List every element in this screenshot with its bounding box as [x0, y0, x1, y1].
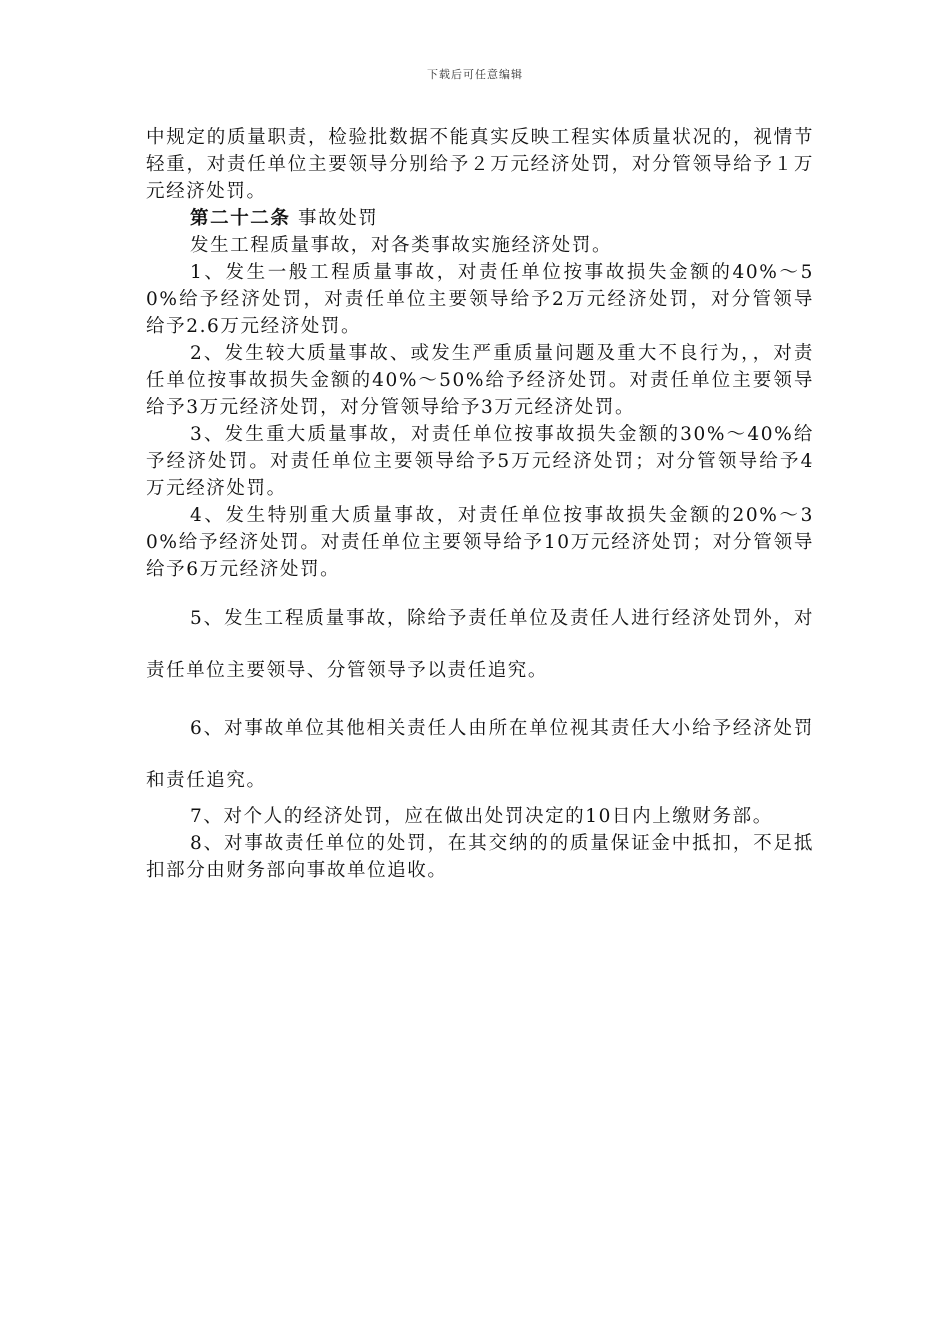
article-heading	[146, 205, 814, 232]
page-header: 下载后可任意编辑	[427, 68, 523, 81]
paragraph-item-3: 3、发生重大质量事故，对责任单位按事故损失金额的30%～40%给予经济处罚。对责任单位主要领导给予5万元经济处罚；对分管领导给予4万元经济处罚。	[146, 424, 814, 499]
article-subject: 事故处罚	[290, 208, 379, 229]
article-number: 第二十二条	[190, 208, 291, 229]
paragraph-item-8: 8、对事故责任单位的处罚，在其交纳的的质量保证金中抵扣，不足抵扣部分由财务部向事故单位追收。	[146, 833, 814, 881]
document-body	[146, 124, 814, 884]
paragraph-item-5: 5、发生工程质量事故，除给予责任单位及责任人进行经济处罚外，对责任单位主要领导、分管领导予以责任追究。	[146, 608, 814, 681]
paragraph-item-2: 2、发生较大质量事故、或发生严重质量问题及重大不良行为，，对责任单位按事故损失金额的40%～50%给予经济处罚。对责任单位主要领导给予3万元经济处罚，对分管领导给予3万元经济处罚。	[146, 343, 814, 418]
paragraph-continuation: 中规定的质量职责，检验批数据不能真实反映工程实体质量状况的，视情节轻重，对责任单位主要领导分别给予２万元经济处罚，对分管领导给予１万元经济处罚。	[146, 127, 814, 202]
paragraph-item-7: 7、对个人的经济处罚，应在做出处罚决定的10日内上缴财务部。	[190, 806, 773, 827]
paragraph-item-1: 1、发生一般工程质量事故，对责任单位按事故损失金额的40%～50%给予经济处罚，对责任单位主要领导给予2万元经济处罚，对分管领导给予2.6万元经济处罚。	[146, 262, 814, 337]
paragraph-item-6: 6、对事故单位其他相关责任人由所在单位视其责任大小给予经济处罚和责任追究。	[146, 718, 814, 791]
paragraph-intro: 发生工程质量事故，对各类事故实施经济处罚。	[190, 235, 613, 256]
paragraph-item-4: 4、发生特别重大质量事故，对责任单位按事故损失金额的20%～30%给予经济处罚。对责任单位主要领导给予10万元经济处罚；对分管领导给予6万元经济处罚。	[146, 505, 814, 580]
